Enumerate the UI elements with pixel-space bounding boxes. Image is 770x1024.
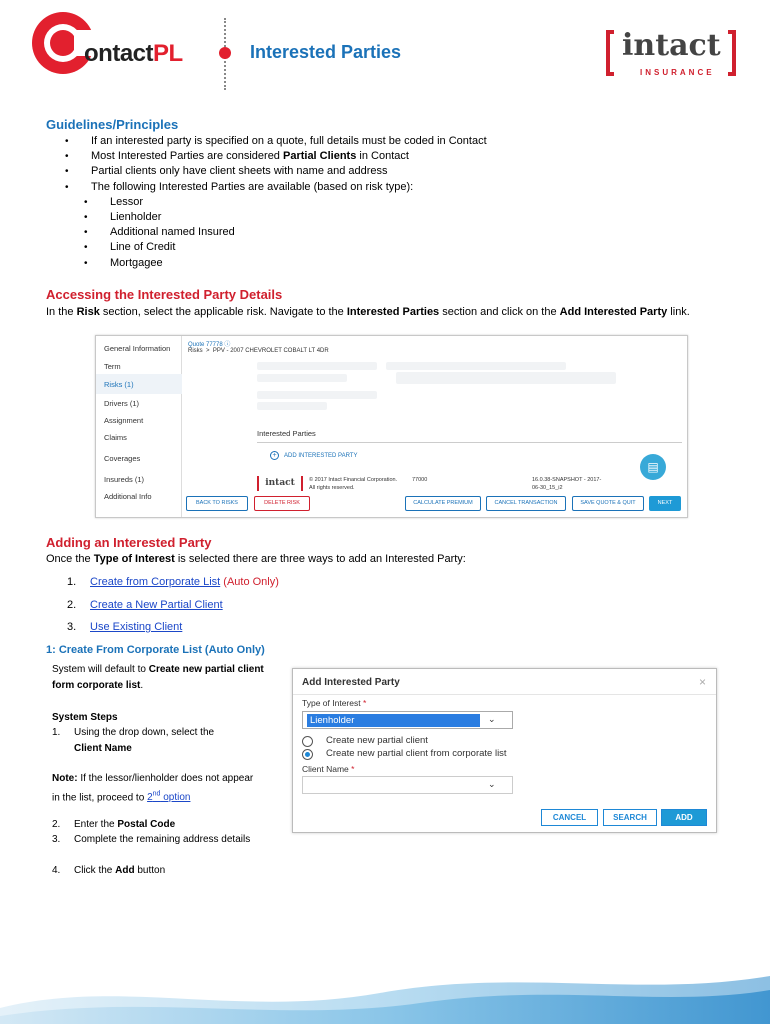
guidelines-list — [65, 134, 487, 271]
step-2: 2. Enter the Postal Code — [52, 819, 176, 830]
next-button[interactable]: NEXT — [649, 496, 681, 511]
sidebar-item-assignment[interactable]: Assignment — [104, 416, 144, 425]
document-icon[interactable]: ▤ — [640, 454, 666, 480]
list-item: • Lessor — [84, 195, 487, 210]
list-item: • If an interested party is specified on a quote, full details must be coded in Contact — [65, 134, 487, 149]
step-1: 1. Using the drop down, select the Client Name — [52, 727, 215, 754]
blurred-field — [396, 372, 616, 384]
list-item: 3. Use Existing Client — [67, 621, 183, 633]
list-item: • Line of Credit — [84, 240, 487, 255]
note: Note: If the lessor/lienholder does not appear in the list, proceed to 2nd option — [52, 773, 254, 803]
radio-create-from-corporate-list[interactable] — [302, 749, 313, 760]
close-icon[interactable]: × — [698, 675, 706, 689]
create-new-partial-client-link[interactable]: Create a New Partial Client — [90, 598, 223, 611]
header-dot — [219, 47, 231, 59]
add-interested-party-link[interactable]: ADD INTERESTED PARTY — [284, 453, 358, 459]
contact-pl-logo — [32, 12, 237, 92]
radio-label: Create new partial client from corporate list — [326, 748, 507, 759]
adding-intro: Once the Type of Interest is selected there are three ways to add an Interested Party: — [46, 553, 466, 565]
system-steps-heading: System Steps — [52, 712, 118, 723]
create-from-corporate-list-link[interactable]: Create from Corporate List — [90, 576, 221, 588]
list-item: • The following Interested Parties are available (based on risk type): — [65, 180, 487, 195]
footer-build: 16.0.38-SNAPSHOT - 2017- 06-30_15_i2 — [532, 477, 602, 491]
cancel-button[interactable]: CANCEL — [541, 809, 598, 826]
accessing-heading: Accessing the Interested Party Details — [46, 287, 283, 302]
chevron-down-icon[interactable]: ⌄ — [488, 779, 496, 789]
logo-wordmark: ontactPL — [84, 40, 183, 67]
type-of-interest-value: Lienholder — [307, 714, 480, 727]
blurred-field — [257, 362, 377, 370]
sidebar-item-coverages[interactable]: Coverages — [104, 454, 141, 463]
cancel-transaction-button[interactable]: CANCEL TRANSACTION — [486, 496, 566, 511]
divider — [257, 442, 682, 443]
footer-number: 77000 — [412, 477, 428, 483]
chevron-down-icon[interactable]: ⌄ — [488, 714, 496, 724]
second-option-link[interactable]: 2nd option — [147, 790, 191, 803]
interested-party-types — [65, 195, 487, 271]
list-item: 1. Create from Corporate List (Auto Only) — [67, 576, 279, 588]
intact-footer-logo: intact — [257, 476, 303, 491]
blurred-field — [257, 402, 327, 410]
sidebar-item-drivers[interactable]: Drivers (1) — [104, 399, 139, 408]
page-title: Interested Parties — [250, 42, 402, 62]
blurred-field — [257, 374, 347, 382]
footer-copyright: © 2017 Intact Financial Corporation. All rights reserved. — [309, 477, 398, 491]
calculate-premium-button[interactable]: CALCULATE PREMIUM — [405, 496, 481, 511]
add-interested-party-dialog — [292, 668, 717, 833]
step-4: 4. Click the Add button — [52, 865, 166, 876]
blurred-field — [386, 362, 566, 370]
add-options-list — [67, 576, 279, 644]
save-quote-quit-button[interactable]: SAVE QUOTE & QUIT — [572, 496, 644, 511]
client-name-label: Client Name * — [302, 764, 355, 774]
radio-label: Create new partial client — [326, 735, 428, 746]
type-of-interest-label: Type of Interest * — [302, 698, 367, 708]
list-item: • Mortgagee — [84, 256, 487, 271]
back-to-risks-button[interactable]: BACK TO RISKS — [186, 496, 248, 511]
sidebar-item-claims[interactable]: Claims — [104, 433, 127, 442]
radio-create-new-partial-client[interactable] — [302, 736, 313, 747]
delete-risk-button[interactable]: DELETE RISK — [254, 496, 310, 511]
sidebar-item-insureds[interactable]: Insureds (1) — [104, 475, 145, 484]
corporate-list-heading: 1: Create From Corporate List (Auto Only) — [46, 644, 265, 656]
list-item: 2. Create a New Partial Client — [67, 598, 223, 611]
sidebar — [96, 336, 182, 517]
list-item: • Partial clients only have client sheets with name and address — [65, 164, 487, 179]
list-item: • Additional named Insured — [84, 225, 487, 240]
step-3: 3. Complete the remaining address details — [52, 834, 251, 845]
list-item: • Lienholder — [84, 210, 487, 225]
interested-parties-section-title: Interested Parties — [257, 429, 316, 438]
corporate-intro: System will default to Create new partial client form corporate list. — [52, 664, 264, 691]
risk-screen-screenshot — [95, 335, 688, 518]
sidebar-item-risks[interactable]: Risks (1) — [104, 380, 134, 389]
client-name-select[interactable] — [302, 776, 513, 794]
blurred-field — [257, 391, 377, 399]
sidebar-item-additional-info[interactable]: Additional Info — [104, 492, 152, 501]
dialog-title: Add Interested Party — [302, 677, 400, 688]
sidebar-item-general-information[interactable]: General Information — [104, 344, 171, 353]
breadcrumb: Risks > PPV - 2007 CHEVROLET COBALT LT 4DR — [188, 348, 329, 354]
use-existing-client-link[interactable]: Use Existing Client — [90, 621, 183, 633]
intact-insurance-logo: intact INSURANCE — [606, 30, 736, 78]
guidelines-heading: Guidelines/Principles — [46, 117, 179, 132]
search-button[interactable]: SEARCH — [603, 809, 657, 826]
footer-wave-decoration — [0, 968, 770, 1024]
sidebar-item-term[interactable]: Term — [104, 362, 121, 371]
list-item: • Most Interested Parties are considered Partial Clients in Contact — [65, 149, 487, 164]
quote-number: Quote 77778 ⓘ — [188, 342, 231, 348]
adding-heading: Adding an Interested Party — [46, 535, 212, 550]
add-button[interactable]: ADD — [661, 809, 707, 826]
add-icon[interactable]: + — [270, 451, 279, 460]
accessing-paragraph: In the Risk section, select the applicable risk. Navigate to the Interested Parties section and click on the Add Interested Party link. — [46, 306, 690, 318]
